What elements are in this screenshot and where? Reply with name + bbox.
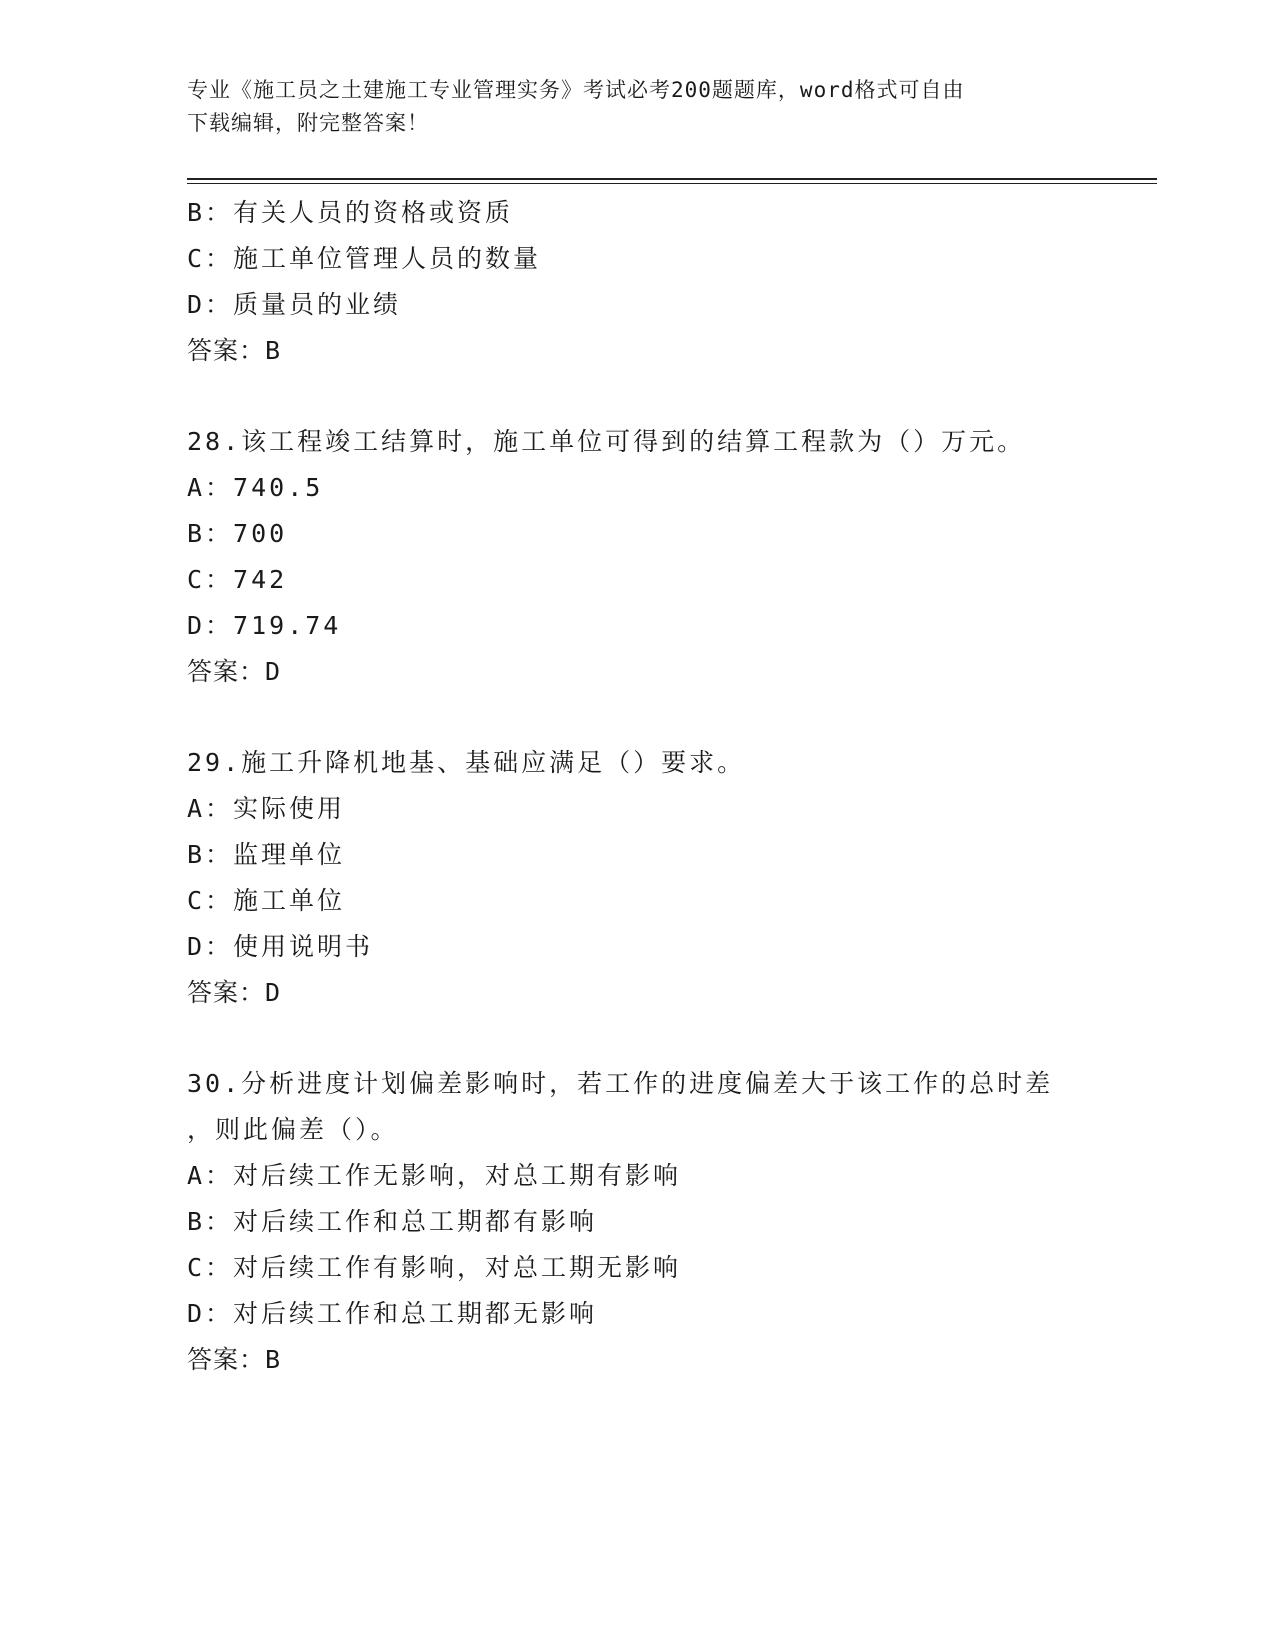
option-d: D：对后续工作和总工期都无影响	[187, 1299, 598, 1328]
header-line-1: 专业《施工员之土建施工专业管理实务》考试必考200题题库，word格式可自由	[187, 78, 965, 102]
document-header	[187, 74, 1087, 140]
header-divider-thin	[187, 183, 1157, 184]
option-c: C：施工单位管理人员的数量	[187, 244, 542, 273]
question-list	[187, 190, 1087, 1383]
option-c: C：对后续工作有影响，对总工期无影响	[187, 1253, 682, 1282]
question-stem: 28.该工程竣工结算时，施工单位可得到的结算工程款为（）万元。	[187, 427, 1026, 456]
question-30	[187, 1061, 1087, 1383]
question-29	[187, 740, 1087, 1016]
option-a: A：实际使用	[187, 794, 346, 823]
answer-line: 答案：B	[187, 1345, 282, 1374]
option-b: B：对后续工作和总工期都有影响	[187, 1207, 598, 1236]
header-line-2: 下载编辑，附完整答案！	[187, 111, 429, 135]
option-d: D：使用说明书	[187, 932, 374, 961]
answer-line: 答案：D	[187, 657, 282, 686]
option-a: A：740.5	[187, 473, 324, 502]
answer-line: 答案：B	[187, 336, 282, 365]
option-d: D：719.74	[187, 611, 342, 640]
option-c: C：施工单位	[187, 886, 346, 915]
question-stem: 29.施工升降机地基、基础应满足（）要求。	[187, 748, 746, 777]
option-c: C：742	[187, 565, 288, 594]
header-divider-thick	[187, 178, 1157, 180]
option-b: B：有关人员的资格或资质	[187, 198, 514, 227]
option-b: B：监理单位	[187, 840, 346, 869]
option-d: D：质量员的业绩	[187, 290, 402, 319]
answer-line: 答案：D	[187, 978, 282, 1007]
question-28	[187, 419, 1087, 695]
question-stem: 30.分析进度计划偏差影响时，若工作的进度偏差大于该工作的总时差	[187, 1069, 1054, 1098]
question-stem-continuation: ，则此偏差（）。	[187, 1115, 399, 1144]
question-27-continuation	[187, 190, 1087, 374]
option-b: B：700	[187, 519, 288, 548]
option-a: A：对后续工作无影响，对总工期有影响	[187, 1161, 682, 1190]
